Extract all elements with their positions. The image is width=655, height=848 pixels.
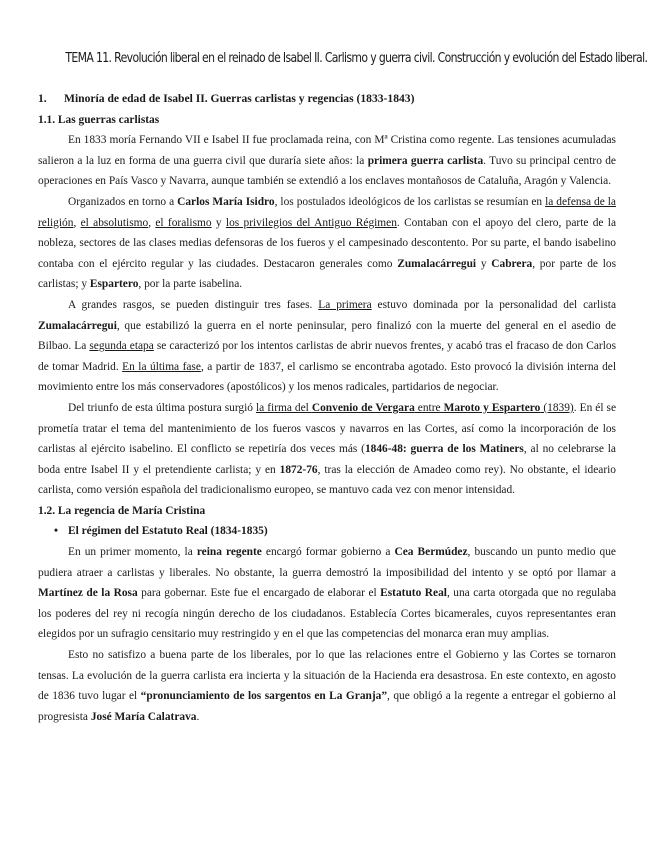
paragraph-5: En un primer momento, la reina regente encargó formar gobierno a Cea Bermúdez, buscando un punto medio que pudiera atraer a carlistas y liberales. No obstante, la guerra demostró la imposibilidad del intento y se optó por llamar a Martínez de la Rosa para gobernar. Este fue el encargado de elaborar el Estatuto Real, una carta otorgada que no regulaba los poderes del rey ni recogía ningún derecho de los ciudadanos. Establecía Cortes bicamerales, cuyos representantes eran elegidos por un sufragio censitario muy restringido y en el que las competencias del monarca eran muy amplias.	[38, 546, 617, 641]
document-body	[38, 89, 616, 727]
bullet-item-estatuto-real: • El régimen del Estatuto Real (1834-1835)	[68, 521, 616, 542]
subsection-heading-carlist-wars: 1.1. Las guerras carlistas	[38, 113, 160, 126]
paragraph-6: Esto no satisfizo a buena parte de los liberales, por lo que las relaciones entre el Gobierno y las Cortes se tornaron tensas. La evolución de la guerra carlista era incierta y la situación de la Hacienda era desastrosa. En este contexto, en agosto de 1836 tuvo lugar el “pronunciamiento de los sargentos en La Granja”, que obligó a la regente a entregar el gobierno al progresista José María Calatrava.	[38, 649, 616, 723]
section-heading	[38, 89, 616, 110]
paragraph-2: Organizados en torno a Carlos María Isidro, los postulados ideológicos de los carlistas se resumían en la defensa de la religión, el absolutismo, el foralismo y los privilegios del Antiguo Régimen. Contaban con el apoyo del clero, parte de la nobleza, sectores de las clases medias defensoras de los fueros y el campesinado descontento. Por su parte, el bando isabelino contaba con el ejército regular y las ciudades. Destacaron generales como Zumalacárregui y Cabrera, por parte de los carlistas; y Espartero, por la parte isabelina.	[38, 195, 617, 291]
paragraph-3: A grandes rasgos, se pueden distinguir tres fases. La primera estuvo dominada por la personalidad del carlista Zumalacárregui, que estabilizó la guerra en el norte peninsular, pero finalizó con la muerte del general en el asedio de Bilbao. La segunda etapa se caracterizó por los intentos carlistas de abrir nuevos frentes, y acabó tras el fracaso de don Carlos de tomar Madrid. En la última fase, a partir de 1837, el carlismo se encontraba agotado. Esto provocó la división interna del movimiento entre los más conservadores (apostólicos) y los menos radicales, partidarios de negociar.	[38, 298, 617, 394]
document-title: TEMA 11. Revolución liberal en el reinado de Isabel II. Carlismo y guerra civil. Construcción y evolución del Estado liberal.	[65, 50, 648, 66]
paragraph-4: Del triunfo de esta última postura surgió la firma del Convenio de Vergara entre Maroto y Espartero (1839). En él se prometía tratar el tema del mantenimiento de los fueros vascos y navarros en las Cortes, así como la incorporación de los carlistas al ejército isabelino. El conflicto se repetiría dos veces más (1846-48: guerra de los Matiners, al no celebrarse la boda entre Isabel II y el pretendiente carlista; y en 1872-76, tras la elección de Amadeo como rey). No obstante, el ideario carlista, como versión española del tradicionalismo europeo, se mantuvo cada vez con menor intensidad.	[38, 401, 617, 497]
paragraph-1: En 1833 moría Fernando VII e Isabel II fue proclamada reina, con Mª Cristina como regente. Las tensiones acumuladas salieron a la luz en forma de una guerra civil que duraría siete años: la primera guerra carlista. Tuvo su principal centro de operaciones en País Vasco y Navarra, aunque también se extendió a los enclaves montañosos de Cataluña, Aragón y Valencia.	[38, 134, 616, 188]
subsection-heading-regency: 1.2. La regencia de María Cristina	[38, 504, 206, 517]
bullet-list	[38, 521, 616, 542]
section-title: Minoría de edad de Isabel II. Guerras carlistas y regencias (1833-1843)	[64, 92, 415, 105]
section-number: 1.	[38, 92, 47, 105]
